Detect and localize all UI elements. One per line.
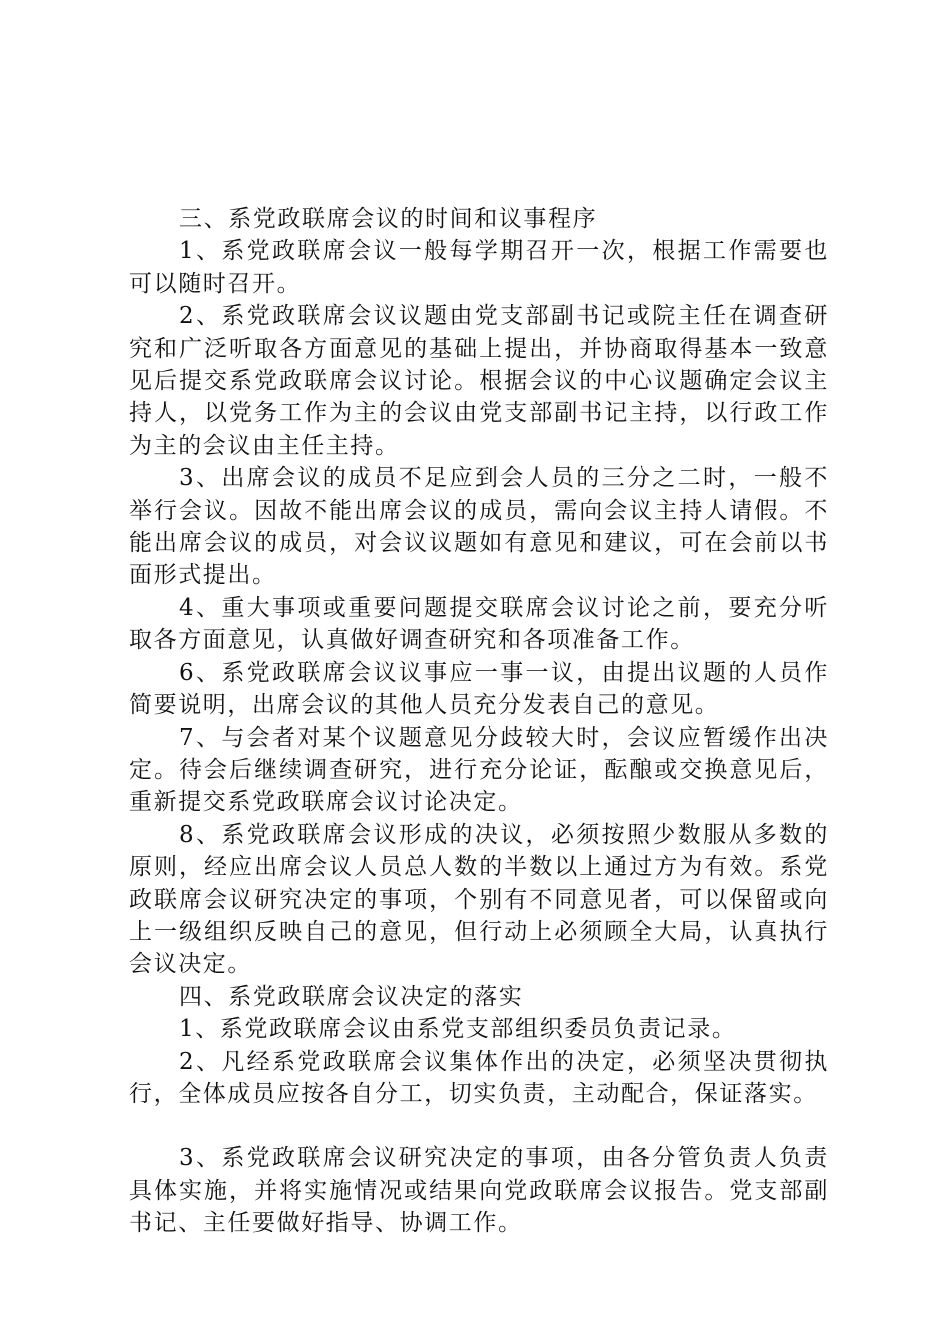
paragraph-4-1: 1、系党政联席会议由系党支部组织委员负责记录。 <box>179 1016 737 1043</box>
paragraph-3-8: 8、系党政联席会议形成的决议，必须按照少数服从多数的原则，经应出席会议人员总人数的半数以上通过方为有效。系党政联席会议研究决定的事项，个别有不同意见者，可以保留或向上一级组织反映自己的意见，但行动上必须顾全大局，认真执行会议决定。 <box>129 821 829 978</box>
paragraph-3-2: 2、系党政联席会议议题由党支部副书记或院主任在调查研究和广泛听取各方面意见的基础上提出，并协商取得基本一致意见后提交系党政联席会议讨论。根据会议的中心议题确定会议主持人，以党务工作为主的会议由党支部副书记主持，以行政工作为主的会议由主任主持。 <box>129 303 829 459</box>
paragraph-4-3: 3、系党政联席会议研究决定的事项，由各分管负责人负责具体实施，并将实施情况或结果向党政联席会议报告。党支部副书记、主任要做好指导、协调工作。 <box>129 1145 829 1237</box>
paragraph-3-6: 6、系党政联席会议议事应一事一议，由提出议题的人员作简要说明，出席会议的其他人员充分发表自己的意见。 <box>129 659 829 719</box>
section-heading-4: 四、系党政联席会议决定的落实 <box>179 983 524 1010</box>
section-heading-3: 三、系党政联席会议的时间和议事程序 <box>179 206 598 232</box>
paragraph-3-7: 7、与会者对某个议题意见分歧较大时，会议应暂缓作出决定。待会后继续调查研究，进行充分论证，酝酿或交换意见后，重新提交系党政联席会议讨论决定。 <box>129 724 829 816</box>
document-body <box>129 203 829 1240</box>
paragraph-3-4: 4、重大事项或重要问题提交联席会议讨论之前，要充分听取各方面意见，认真做好调查研究和各项准备工作。 <box>129 594 829 654</box>
paragraph-4-2: 2、凡经系党政联席会议集体作出的决定，必须坚决贯彻执行，全体成员应按各自分工，切实负责，主动配合，保证落实。 <box>129 1048 829 1107</box>
blank-line <box>129 1110 829 1142</box>
paragraph-3-3: 3、出席会议的成员不足应到会人员的三分之二时，一般不举行会议。因故不能出席会议的成员，需向会议主持人请假。不能出席会议的成员，对会议议题如有意见和建议，可在会前以书面形式提出。 <box>129 465 829 589</box>
paragraph-3-1: 1、系党政联席会议一般每学期召开一次，根据工作需要也可以随时召开。 <box>129 238 829 297</box>
